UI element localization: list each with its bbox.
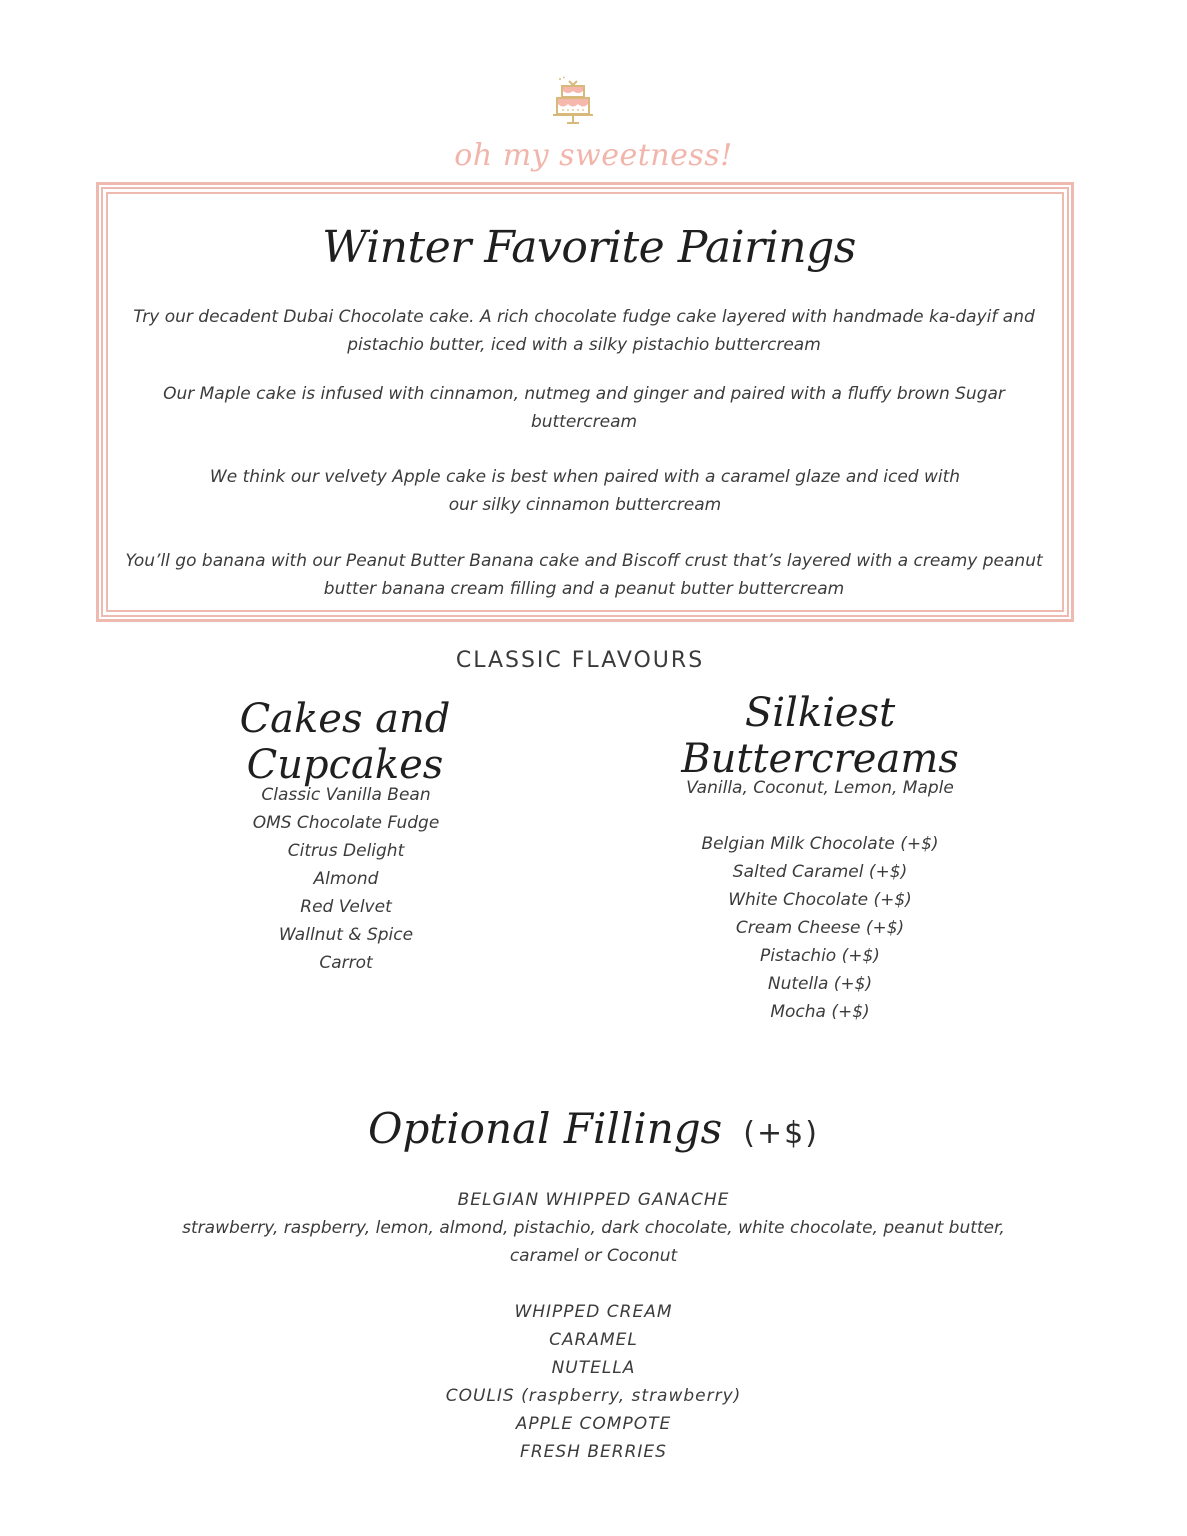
buttercreams-basic-flavours: Vanilla, Coconut, Lemon, Maple [686,778,954,798]
list-item: NUTELLA [551,1358,636,1378]
list-item: Classic Vanilla Bean [261,785,431,805]
ganache-flavours: strawberry, raspberry, lemon, almond, pistachio, dark chocolate, white chocolate, peanut butter, caramel or Coconut [182,1218,1005,1266]
tiered-cake-icon [553,76,593,128]
fillings-list [300,1298,887,1466]
list-item: CARAMEL [549,1330,638,1350]
classic-flavours-heading: CLASSIC FLAVOURS [455,648,705,673]
winter-pairings-title: Winter Favorite Pairings [322,222,856,273]
pairing-apple: We think our velvety Apple cake is best when paired with a caramel glaze and iced with our silky cinnamon buttercream [209,467,961,515]
list-item: White Chocolate (+$) [728,890,912,910]
list-item: WHIPPED CREAM [514,1302,673,1322]
list-item: Mocha (+$) [770,1002,870,1022]
ganache-heading: BELGIAN WHIPPED GANACHE [457,1190,730,1210]
list-item: Cream Cheese (+$) [735,918,905,938]
list-item: Belgian Milk Chocolate (+$) [701,834,939,854]
list-item: Red Velvet [300,897,392,917]
list-item: Carrot [319,953,373,973]
list-item: Salted Caramel (+$) [732,862,908,882]
brand-name: oh my sweetness! [454,138,733,173]
list-item: Citrus Delight [287,841,405,861]
list-item: Wallnut & Spice [278,925,414,945]
list-item: FRESH BERRIES [520,1442,667,1462]
cakes-list [186,781,506,977]
list-item: Pistachio (+$) [760,946,880,966]
list-item: Nutella (+$) [767,974,873,994]
pairing-dubai-chocolate: Try our decadent Dubai Chocolate cake. A rich chocolate fudge cake layered with handmade ka-dayif and pistachio butter, iced with a silky pistachio buttercream [133,307,1035,355]
pairing-peanut-butter-banana: You’ll go banana with our Peanut Butter Banana cake and Biscoff crust that’s layered with a creamy peanut butter banana cream filling and a peanut butter buttercream [125,551,1043,599]
pairing-maple: Our Maple cake is infused with cinnamon, nutmeg and ginger and paired with a fluffy brown Sugar buttercream [163,384,1005,432]
list-item: COULIS (raspberry, strawberry) [445,1386,742,1406]
optional-fillings-heading [200,1104,987,1153]
optional-fillings-title: Optional Fillings [368,1104,723,1153]
buttercreams-list [640,830,1000,1026]
list-item: Almond [313,869,379,889]
buttercreams-title: Silkiest Buttercreams [681,690,959,782]
list-item: OMS Chocolate Fudge [252,813,440,833]
list-item: APPLE COMPOTE [515,1414,672,1434]
price-note: (+$) [743,1116,819,1151]
cakes-cupcakes-title: Cakes and Cupcakes [239,696,451,788]
